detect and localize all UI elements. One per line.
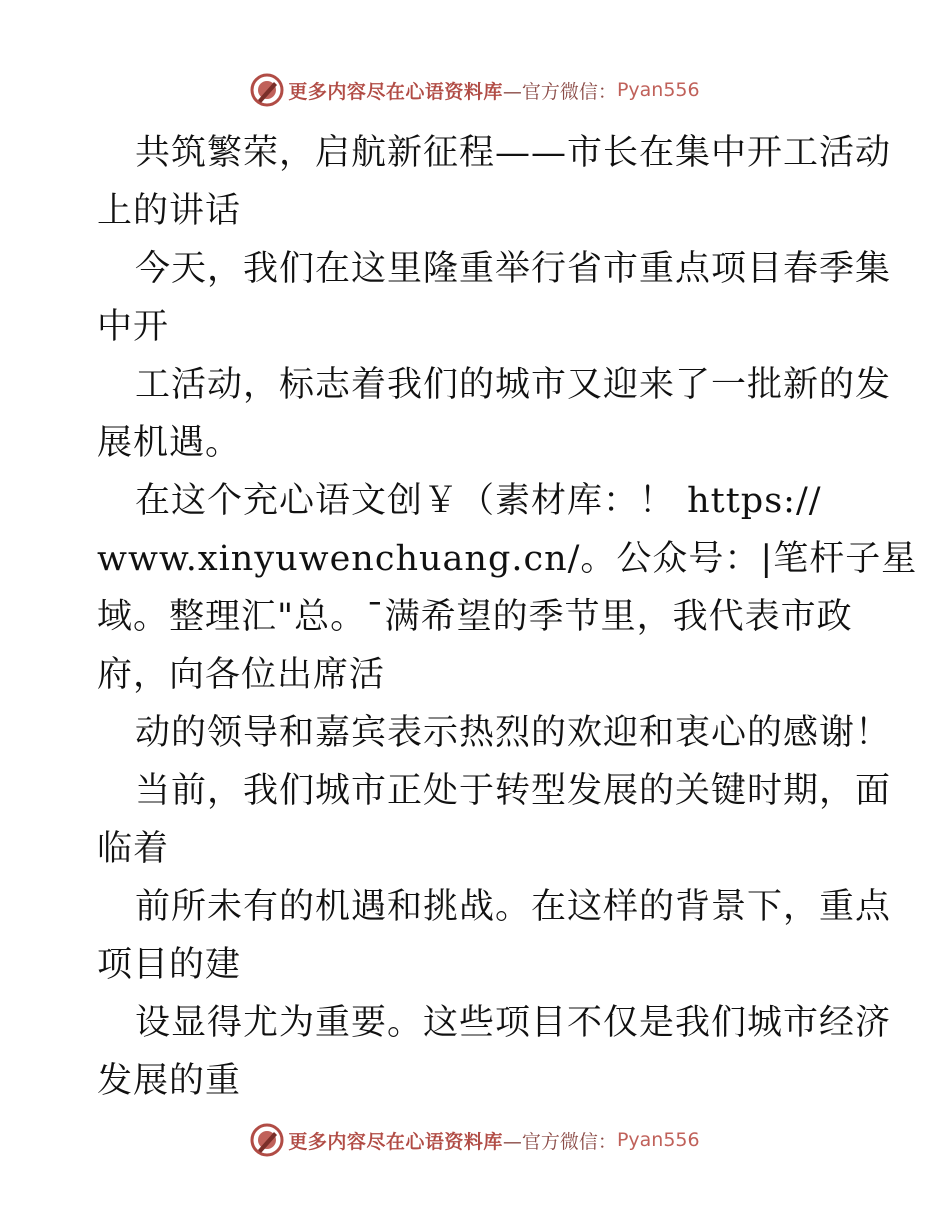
header-banner-main-text: 更多内容尽在心语资料库 — [288, 80, 503, 103]
document-line: 共筑繁荣，启航新征程——市长在集中开工活动 — [135, 133, 892, 173]
document-line: 当前，我们城市正处于转型发展的关键时期，面 — [135, 771, 892, 811]
document-line: 发展的重 — [97, 1061, 242, 1101]
header-banner — [0, 70, 950, 110]
document-line: 展机遇。 — [97, 423, 242, 463]
pen-logo-icon — [250, 73, 284, 107]
document-line: 项目的建 — [97, 945, 242, 985]
document-line: 工活动，标志着我们的城市又迎来了一批新的发 — [135, 365, 892, 405]
document-body — [97, 124, 918, 1110]
document-line: www.xinyuwenchuang.cn/。公众号：|笔杆子星 — [97, 539, 918, 579]
document-line: 设显得尤为重要。这些项目不仅是我们城市经济 — [135, 1003, 892, 1043]
header-banner-separator: —官方微信： — [502, 80, 617, 103]
document-line: 域。整理汇"总。¯满希望的季节里，我代表市政 — [97, 597, 853, 637]
document-line: 今天，我们在这里隆重举行省市重点项目春季集 — [135, 249, 892, 289]
header-banner-wechat-id: Pyan556 — [616, 79, 700, 101]
footer-banner — [0, 1120, 950, 1160]
document-line: 前所未有的机遇和挑战。在这样的背景下，重点 — [135, 887, 892, 927]
document-line: 临着 — [97, 829, 170, 869]
footer-banner-main-text: 更多内容尽在心语资料库 — [288, 1130, 503, 1153]
document-line: 动的领导和嘉宾表示热烈的欢迎和衷心的感谢！ — [135, 713, 892, 753]
footer-banner-separator: —官方微信： — [502, 1130, 617, 1153]
document-line: 中开 — [97, 307, 170, 347]
document-line: 府，向各位出席活 — [97, 655, 386, 695]
document-line: 上的讲话 — [97, 191, 242, 231]
document-line: 在这个充心语文创￥（素材库：！ https:// — [135, 481, 822, 521]
pen-logo-icon — [250, 1123, 284, 1157]
footer-banner-wechat-id: Pyan556 — [616, 1129, 700, 1151]
